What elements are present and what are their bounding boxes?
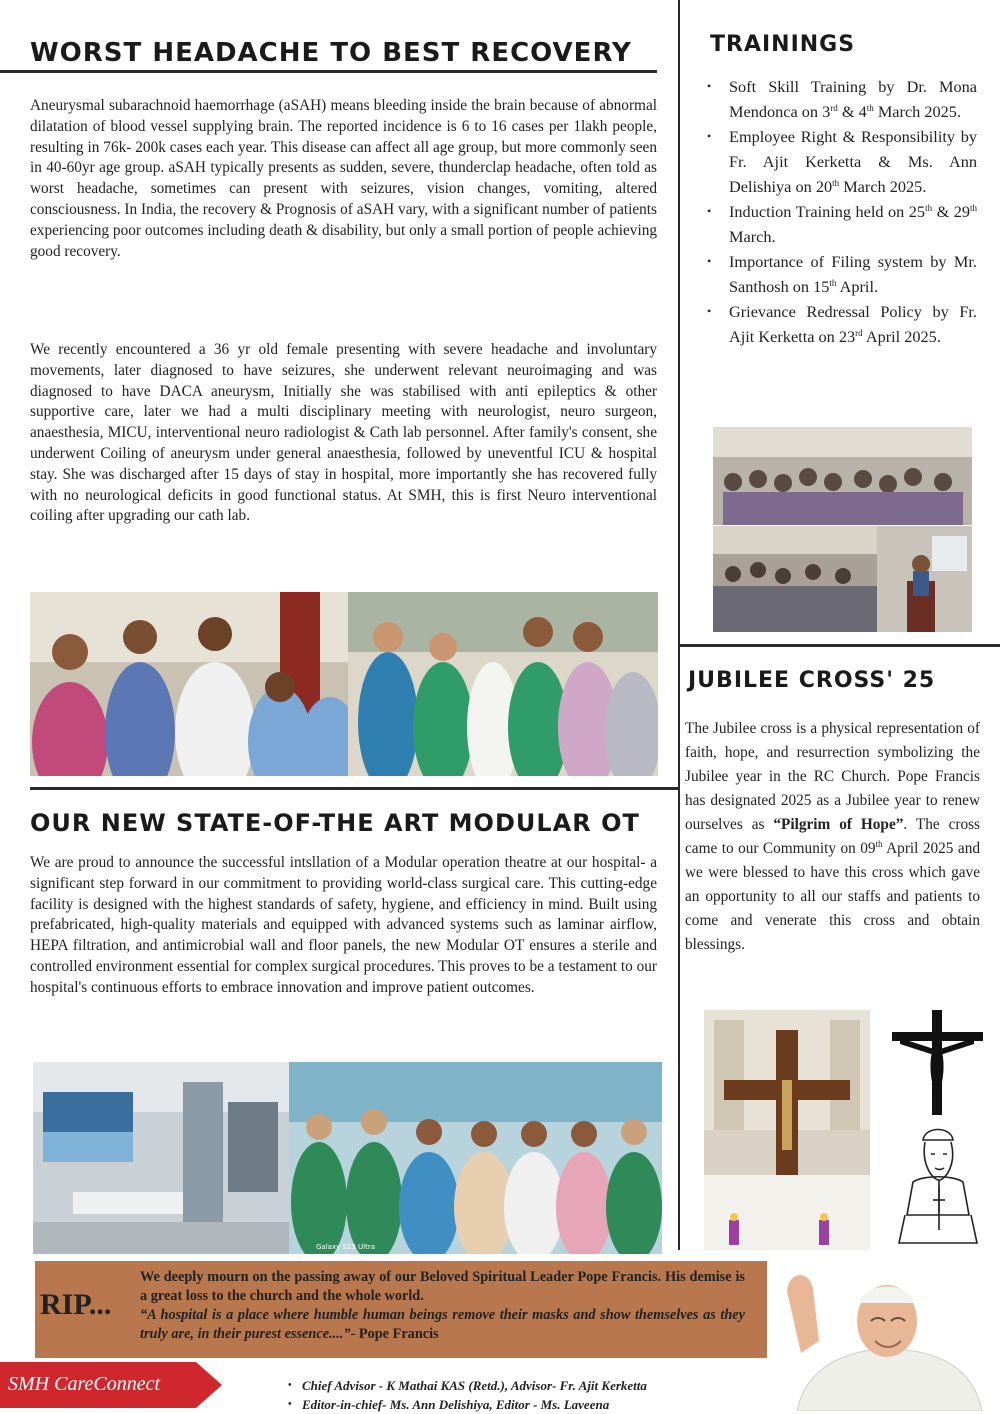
center-vertical-rule — [678, 0, 680, 1250]
credit-item: • Editor-in-chief- Ms. Ann Delishiya, Editor - Ms. Laveena — [288, 1397, 610, 1412]
modular-title-rule — [30, 787, 678, 790]
headache-paragraph-1: Aneurysmal subarachnoid haemorrhage (aSAH) means bleeding inside the brain because of abnormal dilatation of blood vessel supplying brain. The reported incidence is 6 to 16 cases per 1lakh people, resulting in 76k- 200k cases each year. This disease can affect all age group, but more commonly seen in 40-60yr age group. aSAH typically presents as sudden, severe, thunderclap headache, often told as worst headache, sometimes can present with seizures, vision changes, vomiting, altered consciousness. In India, the recovery & Prognosis of aSAH vary, with a significant number of patients experiencing poor outcomes including death & disability, but only a small portion of people achieving good recovery. — [30, 97, 657, 260]
brand-name: SMH CareConnect — [8, 1373, 161, 1395]
jubilee-title-rule — [680, 644, 1000, 647]
training-item: • Grievance Redressal Policy by Fr. Ajit Kerketta on 23rd April 2025. — [705, 299, 977, 349]
training-photo-bottom-left — [713, 526, 877, 632]
team-photo-right — [348, 592, 658, 776]
training-item: • Importance of Filing system by Mr. Santhosh on 15th April. — [705, 249, 977, 299]
headache-paragraph-2: We recently encountered a 36 yr old female presenting with severe headache and involuntary movements, later diagnosed to have seizures, she underwent relevant neuroimaging and was diagnosed to have DACA aneurysm, Initially she was stabilised with anti epileptics & other supportive care, later we had a multi disciplinary meeting with neurologist, neuro surgeon, anaesthesia, MICU, interventional neuro radiologist & Cath lab personnel. After family's consent, she underwent Coiling of aneurysm under general anaesthesia, followed by uneventful ICU & hospital stay. She was discharged after 15 days of stay in hospital, more importantly she has recovered fully with no neurological deficits in good functional status. At SMH, this is first Neuro interventional coiling after upgrading our cath lab. — [30, 341, 657, 525]
pope-francis-photo — [767, 1261, 1000, 1411]
training-photo-top — [713, 427, 972, 525]
rip-label: RIP... — [40, 1288, 112, 1321]
modular-ot-paragraph: We are proud to announce the successful intsllation of a Modular operation theatre at our hospital- a significant step forward in our commitment to providing world-class surgical care. This cutting-edge facility is designed with the highest standards of safety, hygiene, and efficiency in mind. Built using prefabricated, high-quality materials and equipped with advanced systems such as laminar airflow, HEPA filtration, and antimicrobial wall and floor panels, the new Modular OT ensures a sterile and controlled environment essential for complex surgical procedures. This proves to be a testament to our hospital's continuous efforts to embrace innovation and improve patient outcomes. — [30, 854, 657, 996]
rip-line: We deeply mourn on the passing away of our Beloved Spiritual Leader Pope Francis. His demise is a great loss to the church and the whole world. — [140, 1269, 745, 1304]
team-photo-left — [30, 592, 348, 776]
jubilee-paragraph: The Jubilee cross is a physical representation of faith, hope, and resurrection symbolizing the Jubilee year in the RC Church. Pope Francis has designated 2025 as a Jubilee year to renew ourselves as “Pilgrim of Hope”. The cross came to our Community on 09th April 2025 and we were blessed to have this cross which gave an opportunity to all our staffs and patients to come and venerate this cross and obtain blessings. — [685, 720, 981, 953]
training-item: • Employee Right & Responsibility by Fr. Ajit Kerketta & Ms. Ann Delishiya on 20th March 2025. — [705, 124, 977, 199]
bullet-icon: • — [707, 254, 712, 268]
ot-team-photo — [289, 1062, 662, 1254]
training-item: • Soft Skill Training by Dr. Mona Mendonca on 3rd & 4th March 2025. — [705, 74, 977, 124]
trainings-list — [705, 74, 977, 349]
bullet-icon: • — [707, 129, 712, 143]
training-item: • Induction Training held on 25th & 29th March. — [705, 199, 977, 249]
credits-list — [288, 1376, 647, 1414]
bullet-icon: • — [707, 204, 712, 218]
rip-message — [140, 1268, 745, 1344]
headache-title-rule — [0, 70, 657, 73]
bullet-icon: • — [707, 304, 712, 318]
headache-title: WORST HEADACHE TO BEST RECOVERY — [30, 38, 632, 68]
credit-item: • Chief Advisor - K Mathai KAS (Retd.), Advisor- Fr. Ajit Kerketta — [288, 1378, 647, 1393]
jubilee-cross-photo — [704, 1010, 870, 1250]
training-photo-bottom-right — [877, 526, 972, 632]
jubilee-title: JUBILEE CROSS' 25 — [688, 668, 936, 693]
rip-quote: “A hospital is a place where humble human beings remove their masks and show themselves as they truly are, in their purest essence....”- Pope Francis — [140, 1307, 745, 1342]
ot-photo-caption: Galaxy S23 Ultra — [316, 1243, 376, 1251]
ot-room-photo — [33, 1062, 289, 1254]
bullet-icon: • — [288, 1380, 292, 1391]
trainings-title: TRAININGS — [710, 32, 856, 57]
bullet-icon: • — [707, 79, 712, 93]
crucifix-icon — [890, 1010, 985, 1115]
modular-ot-title: OUR NEW STATE-OF-THE ART MODULAR OT — [30, 809, 640, 837]
bullet-icon: • — [288, 1399, 292, 1410]
pope-sketch-icon — [893, 1120, 983, 1245]
